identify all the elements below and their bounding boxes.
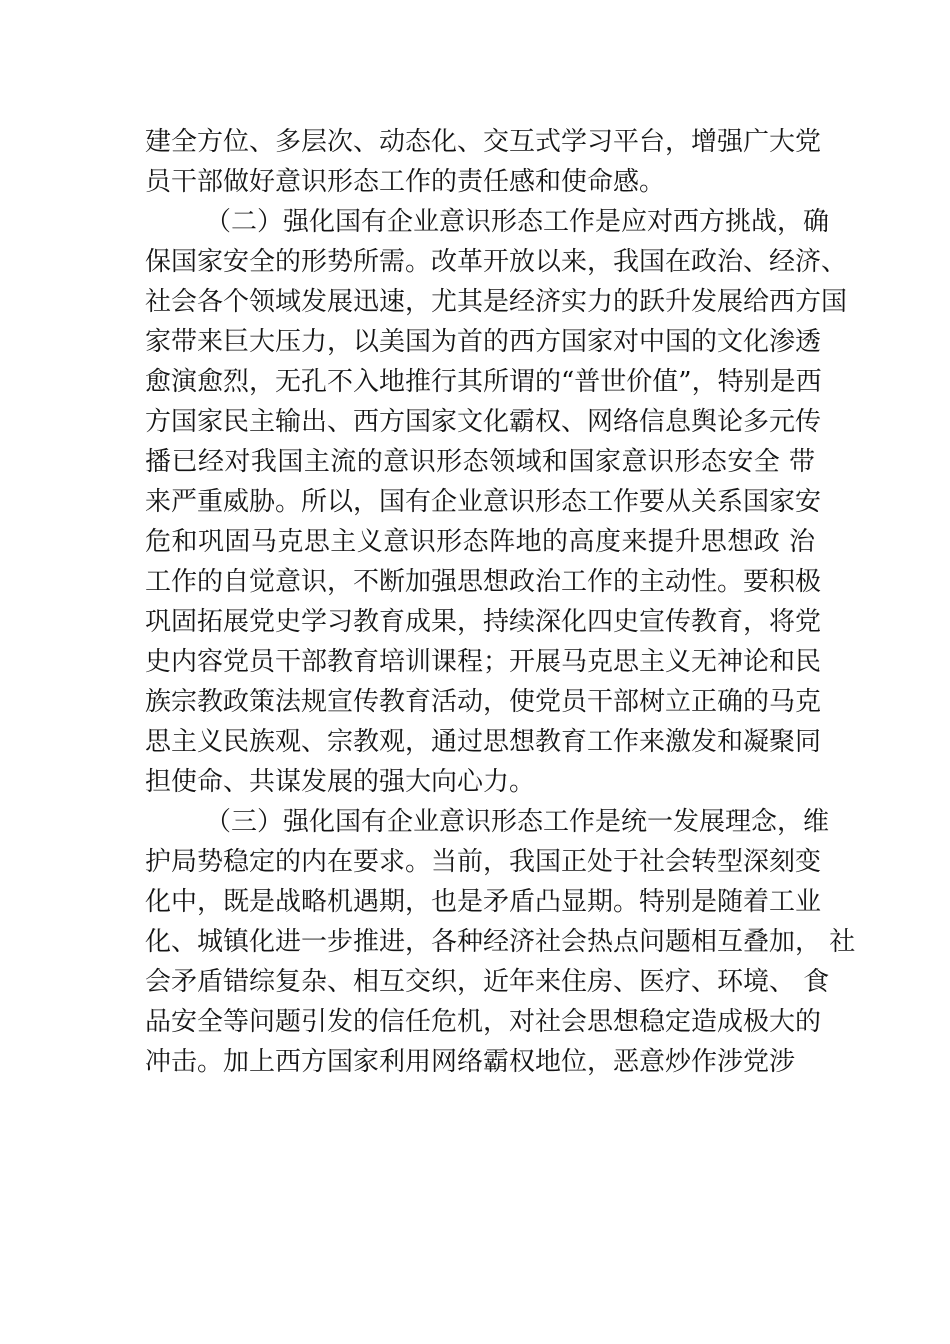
text-line: 愈演愈烈，无孔不入地推行其所谓的“普世价值”，特别是西 bbox=[145, 367, 822, 397]
text-line: 员干部做好意识形态工作的责任感和使命感。 bbox=[145, 167, 666, 197]
text-line: 工作的自觉意识，不断加强思想政治工作的主动性。要积极 bbox=[145, 567, 822, 597]
text-line: 方国家民主输出、西方国家文化霸权、网络信息舆论多元传 bbox=[145, 407, 822, 437]
text-line: 危和巩固马克思主义意识形态阵地的高度来提升思想政 治 bbox=[145, 527, 815, 557]
text-line: 播已经对我国主流的意识形态领域和国家意识形态安全 带 bbox=[145, 447, 815, 477]
text-line: 化中，既是战略机遇期，也是矛盾凸显期。特别是随着工业 bbox=[145, 887, 822, 917]
text-line: 巩固拓展党史学习教育成果，持续深化四史宣传教育，将党 bbox=[145, 607, 822, 637]
text-line: 史内容党员干部教育培训课程；开展马克思主义无神论和民 bbox=[145, 647, 822, 677]
text-line: 品安全等问题引发的信任危机，对社会思想稳定造成极大的 bbox=[145, 1007, 822, 1037]
text-line: 思主义民族观、宗教观，通过思想教育工作来激发和凝聚同 bbox=[145, 727, 822, 757]
text-line: 冲击。加上西方国家利用网络霸权地位，恶意炒作涉党涉 bbox=[145, 1047, 796, 1077]
text-line: 护局势稳定的内在要求。当前，我国正处于社会转型深刻变 bbox=[145, 847, 822, 877]
text-line: 化、城镇化进一步推进，各种经济社会热点问题相互叠加， 社 bbox=[145, 927, 856, 957]
text-line: 建全方位、多层次、动态化、交互式学习平台，增强广大党 bbox=[145, 127, 822, 157]
text-line: 担使命、共谋发展的强大向心力。 bbox=[145, 767, 536, 797]
text-line: 家带来巨大压力，以美国为首的西方国家对中国的文化渗透 bbox=[145, 327, 822, 357]
text-line: 社会各个领域发展迅速，尤其是经济实力的跃升发展给西方国 bbox=[145, 287, 848, 317]
paragraph-heading-line: （二）强化国有企业意识形态工作是应对西方挑战，确 bbox=[205, 207, 830, 237]
text-line: 来严重威胁。所以，国有企业意识形态工作要从关系国家安 bbox=[145, 487, 822, 517]
text-line: 保国家安全的形势所需。改革开放以来，我国在政治、经济、 bbox=[145, 247, 848, 277]
text-line: 族宗教政策法规宣传教育活动，使党员干部树立正确的马克 bbox=[145, 687, 822, 717]
text-line: 会矛盾错综复杂、相互交织，近年来住房、医疗、环境、 食 bbox=[145, 967, 830, 997]
paragraph-heading-line: （三）强化国有企业意识形态工作是统一发展理念，维 bbox=[205, 807, 830, 837]
